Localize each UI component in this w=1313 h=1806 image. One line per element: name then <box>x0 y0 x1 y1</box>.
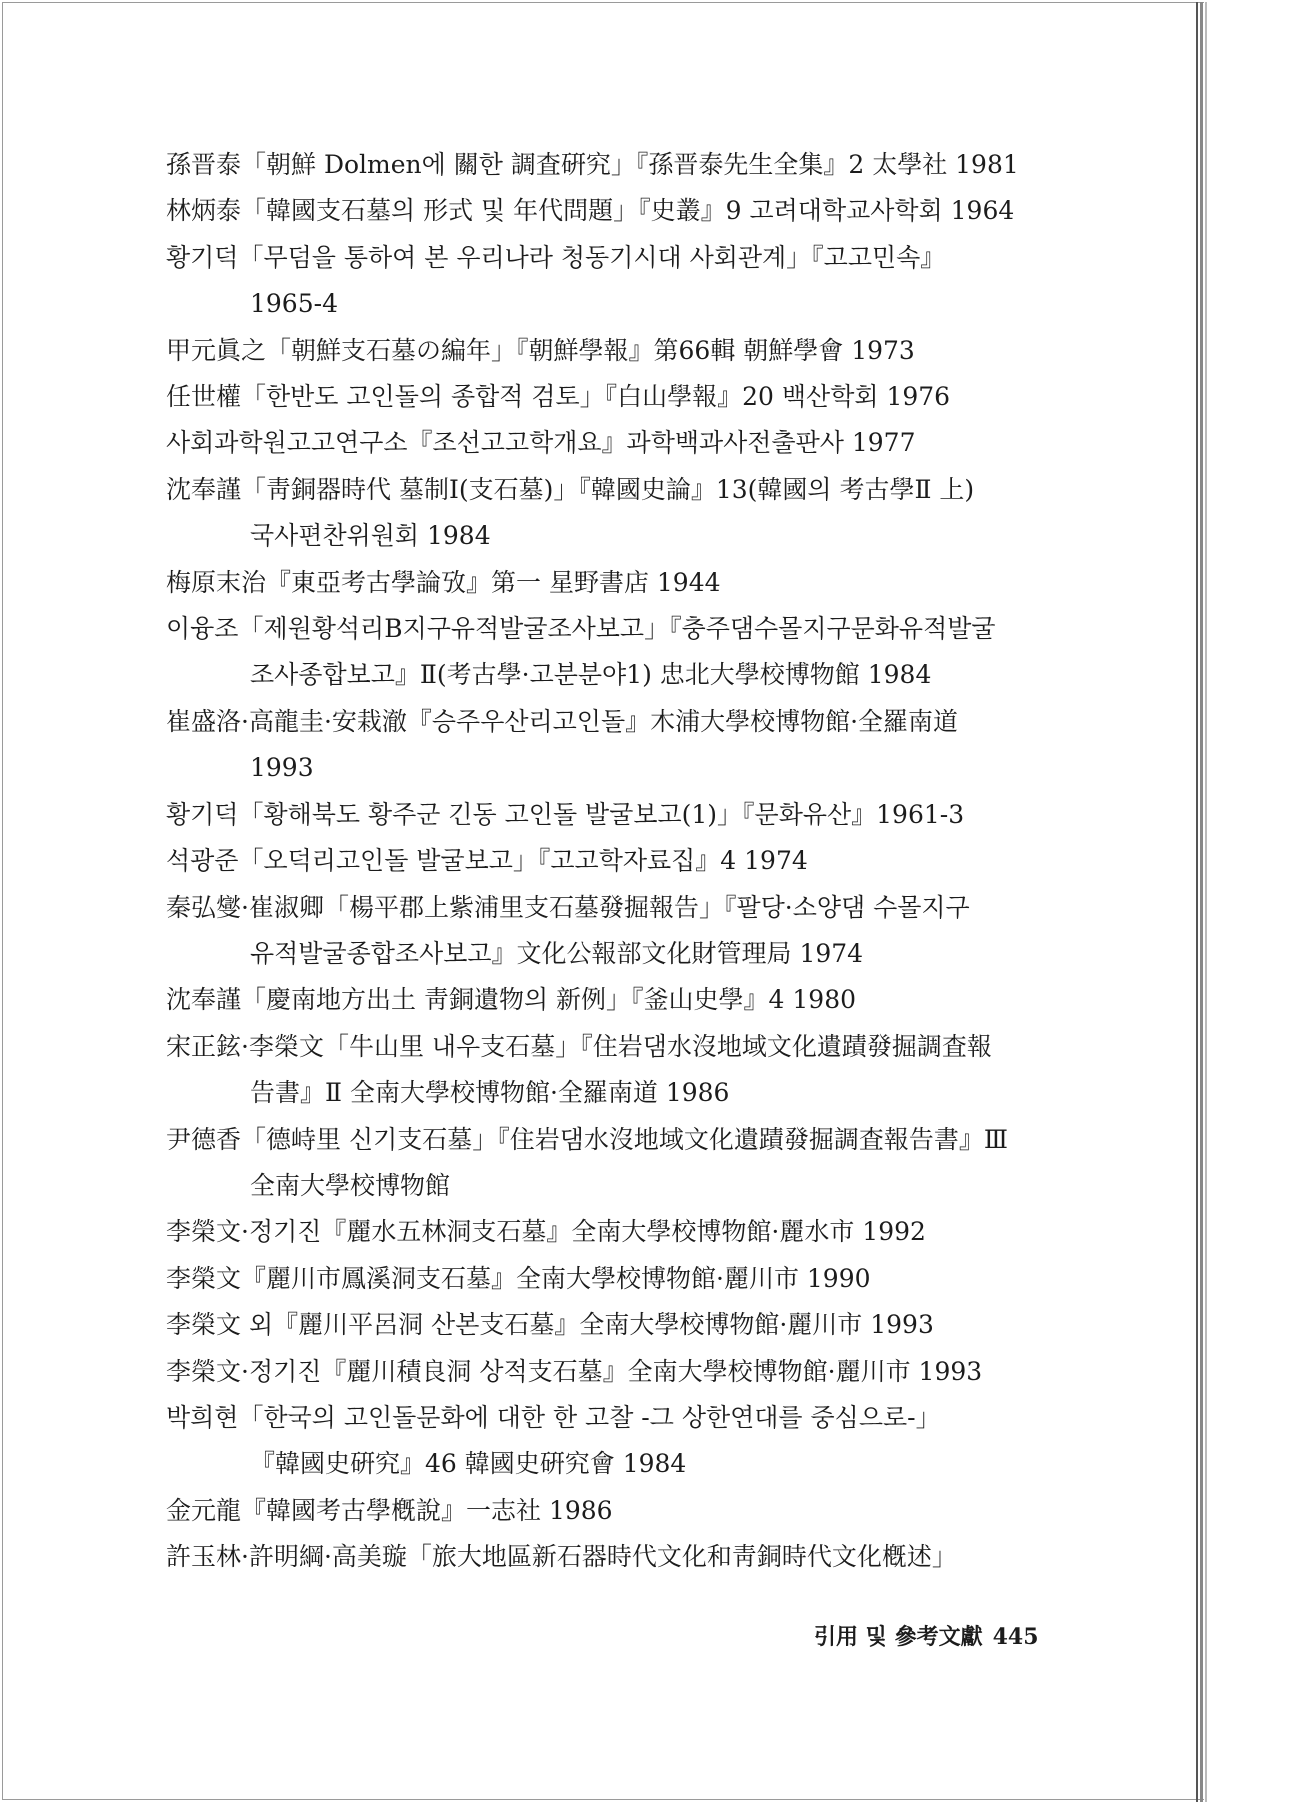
reference-text: 金元龍『韓國考古學槪說』一志社 1986 <box>166 1495 613 1525</box>
reference-text: 박희현「한국의 고인돌문화에 대한 한 고찰 -그 상한연대를 중심으로-」 <box>166 1402 941 1432</box>
reference-text: 崔盛洛·高龍圭·安栽澈『승주우산리고인돌』木浦大學校博物館·全羅南道 <box>166 706 959 736</box>
reference-entry <box>166 699 1066 792</box>
reference-entry <box>166 1395 1066 1488</box>
page-number: 445 <box>992 1624 1039 1650</box>
reference-text: 甲元眞之「朝鮮支石墓の編年」『朝鮮學報』第66輯 朝鮮學會 1973 <box>166 335 915 365</box>
reference-text: 李榮文·정기진『麗水五林洞支石墓』全南大學校博物館·麗水市 1992 <box>166 1217 926 1247</box>
reference-entry <box>166 374 1066 420</box>
reference-entry <box>166 606 1066 699</box>
reference-text: 尹德香「德峙里 신기支石墓」『住岩댐水沒地域文化遺蹟發掘調査報告書』Ⅲ <box>166 1124 1009 1154</box>
reference-entry <box>166 1117 1066 1210</box>
reference-entry <box>166 1488 1066 1534</box>
reference-text: 황기덕「황해북도 황주군 긴동 고인돌 발굴보고(1)」『문화유산』1961-3 <box>166 799 965 829</box>
reference-list <box>166 142 1066 1581</box>
reference-text: 秦弘燮·崔淑卿「楊平郡上紫浦里支石墓發掘報告」『팔당·소양댐 수몰지구 <box>166 892 970 922</box>
reference-text: 任世權「한반도 고인돌의 종합적 검토」『白山學報』20 백산학회 1976 <box>166 382 951 412</box>
page-edge <box>1205 2 1207 1802</box>
reference-text: 沈奉謹「慶南地方出土 靑銅遺物의 新例」『釜山史學』4 1980 <box>166 985 857 1015</box>
page-edge <box>1196 2 1198 1802</box>
reference-continuation: 유적발굴종합조사보고』文化公報部文化財管理局 1974 <box>250 938 864 968</box>
reference-continuation: 全南大學校博物館 <box>250 1170 451 1200</box>
page-footer <box>814 1620 1039 1651</box>
reference-text: 사회과학원고고연구소『조선고고학개요』과학백과사전출판사 1977 <box>166 428 916 458</box>
running-section-title: 引用 및 參考文獻 <box>814 1624 983 1650</box>
reference-entry <box>166 420 1066 466</box>
reference-entry <box>166 1256 1066 1302</box>
reference-entry <box>166 1024 1066 1117</box>
reference-text: 宋正鉉·李榮文「牛山里 내우支石墓」『住岩댐水沒地域文化遺蹟發掘調査報 <box>166 1031 992 1061</box>
reference-text: 석광준「오덕리고인돌 발굴보고」『고고학자료집』4 1974 <box>166 846 808 876</box>
reference-entry <box>166 142 1066 188</box>
reference-continuation: 1965-4 <box>250 289 338 319</box>
reference-entry <box>166 885 1066 978</box>
reference-entry <box>166 328 1066 374</box>
reference-continuation: 국사편찬위원회 1984 <box>250 521 491 551</box>
reference-text: 황기덕「무덤을 통하여 본 우리나라 청동기시대 사회관계」『고고민속』 <box>166 242 946 272</box>
reference-entry <box>166 188 1066 234</box>
reference-entry <box>166 792 1066 838</box>
reference-entry <box>166 560 1066 606</box>
reference-entry <box>166 838 1066 884</box>
reference-text: 孫晋泰「朝鮮 Dolmen에 關한 調査硏究」『孫晋泰先生全集』2 太學社 1981 <box>166 150 1019 179</box>
reference-text: 林炳泰「韓國支石墓의 形式 및 年代問題」『史叢』9 고려대학교사학회 1964 <box>166 196 1015 226</box>
reference-continuation: 『韓國史硏究』46 韓國史硏究會 1984 <box>250 1449 687 1479</box>
reference-entry <box>166 467 1066 560</box>
reference-text: 沈奉謹「靑銅器時代 墓制Ⅰ(支石墓)」『韓國史論』13(韓國의 考古學Ⅱ 上) <box>166 474 975 504</box>
reference-continuation: 1993 <box>250 753 314 783</box>
reference-entry <box>166 1534 1066 1580</box>
reference-continuation: 告書』Ⅱ 全南大學校博物館·全羅南道 1986 <box>250 1078 730 1108</box>
reference-text: 許玉林·許明綱·高美璇「旅大地區新石器時代文化和靑銅時代文化槪述」 <box>166 1542 957 1572</box>
reference-entry <box>166 977 1066 1023</box>
reference-entry <box>166 1209 1066 1255</box>
page-edge <box>1200 2 1203 1802</box>
reference-text: 李榮文·정기진『麗川積良洞 상적支石墓』全南大學校博物館·麗川市 1993 <box>166 1356 983 1386</box>
reference-entry <box>166 1302 1066 1348</box>
reference-text: 이융조「제원황석리B지구유적발굴조사보고」『충주댐수몰지구문화유적발굴 <box>166 614 996 644</box>
reference-text: 梅原末治『東亞考古學論攷』第一 星野書店 1944 <box>166 567 721 597</box>
reference-text: 李榮文 외『麗川平呂洞 산본支石墓』全南大學校博物館·麗川市 1993 <box>166 1310 934 1340</box>
reference-entry <box>166 1349 1066 1395</box>
reference-entry <box>166 235 1066 328</box>
reference-continuation: 조사종합보고』Ⅱ(考古學·고분분야1) 忠北大學校博物館 1984 <box>250 660 932 690</box>
reference-text: 李榮文『麗川市鳳溪洞支石墓』全南大學校博物館·麗川市 1990 <box>166 1263 871 1293</box>
